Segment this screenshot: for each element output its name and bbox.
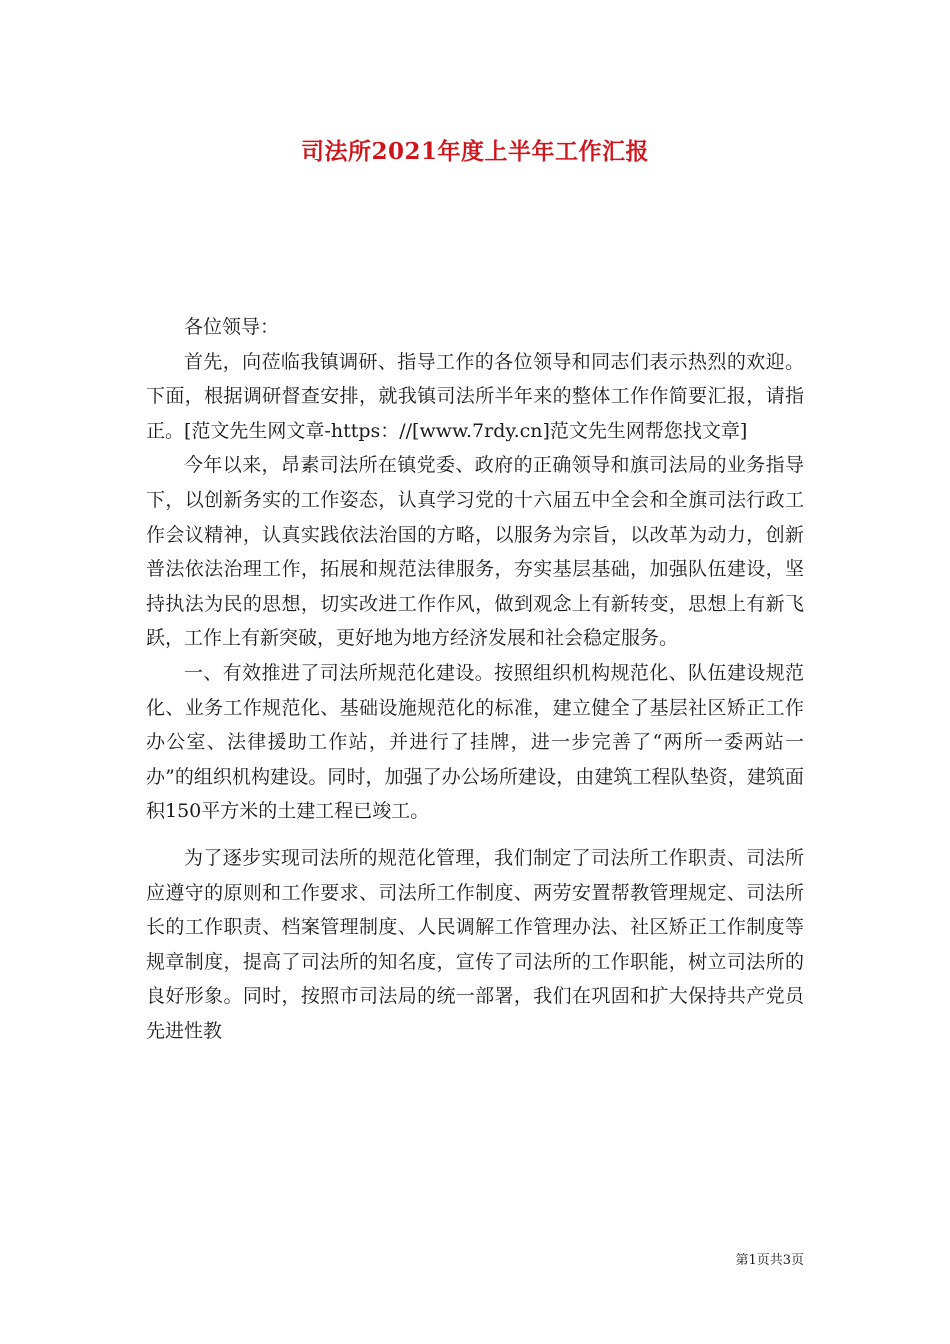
paragraph-section-one: 一、有效推进了司法所规范化建设。按照组织机构规范化、队伍建设规范化、业务工作规范化、基础设施规范化的标准，建立健全了基层社区矫正工作办公室、法律援助工作站，并进行了挂牌，进一步完善了“两所一委两站一办”的组织机构建设。同时，加强了办公场所建设，由建筑工程队垫资，建筑面积150平方米的土建工程已竣工。 bbox=[146, 661, 804, 823]
paragraph-regulations: 为了逐步实现司法所的规范化管理，我们制定了司法所工作职责、司法所应遵守的原则和工作要求、司法所工作制度、两劳安置帮教管理规定、司法所长的工作职责、档案管理制度、人民调解工作管理办法、社区矫正工作制度等规章制度，提高了司法所的知名度，宣传了司法所的工作职能，树立司法所的良好形象。同时，按照市司法局的统一部署，我们在巩固和扩大保持共产党员先进性教 bbox=[146, 846, 804, 1042]
page-indicator: 第1页共3页 bbox=[735, 1253, 804, 1268]
paragraph-intro: 首先，向莅临我镇调研、指导工作的各位领导和同志们表示热烈的欢迎。下面，根据调研督查安排，就我镇司法所半年来的整体工作作简要汇报，请指正。[范文先生网文章-https：//[www.7rdy.cn]范文先生网帮您找文章] bbox=[146, 350, 804, 442]
salutation: 各位领导： bbox=[184, 316, 280, 338]
document-title: 司法所2021年度上半年工作汇报 bbox=[300, 138, 649, 165]
paragraph-overview: 今年以来，昂素司法所在镇党委、政府的正确领导和旗司法局的业务指导下，以创新务实的工作姿态，认真学习党的十六届五中全会和全旗司法行政工作会议精神，认真实践依法治国的方略，以服务为宗旨，以改革为动力，创新普法依法治理工作，拓展和规范法律服务，夯实基层基础，加强队伍建设，坚持执法为民的思想，切实改进工作作风，做到观念上有新转变，思想上有新飞跃，工作上有新突破，更好地为地方经济发展和社会稳定服务。 bbox=[146, 454, 804, 650]
document-body bbox=[146, 310, 804, 1048]
